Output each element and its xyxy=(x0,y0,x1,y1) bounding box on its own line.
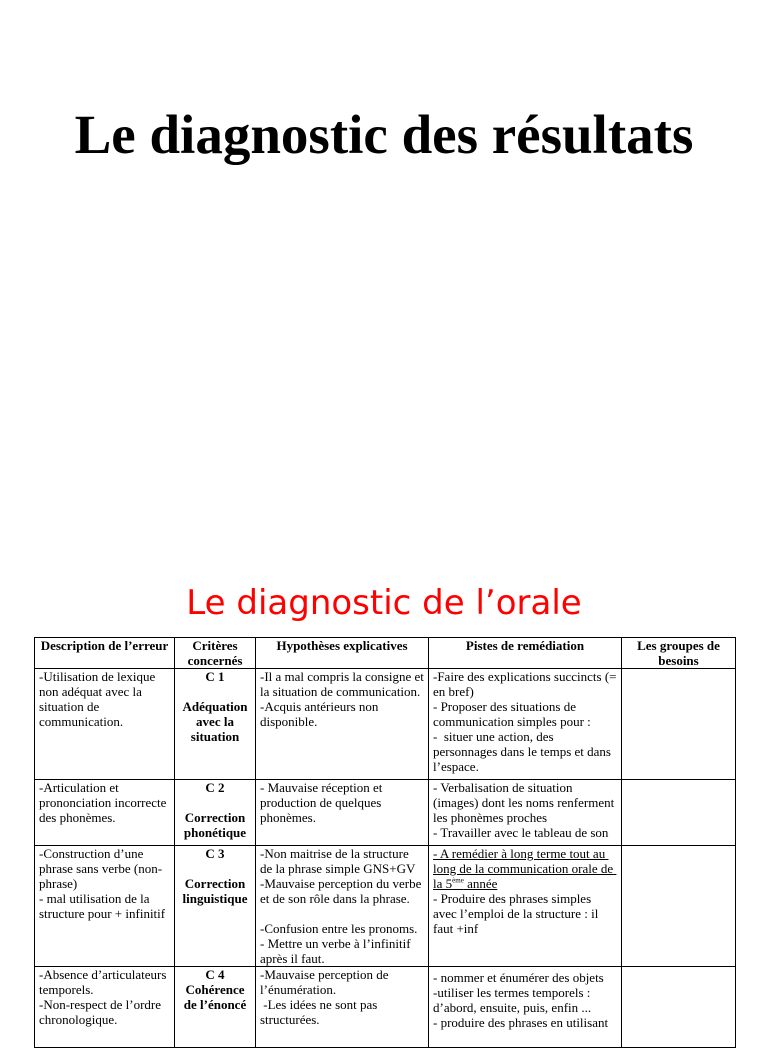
section-title: Le diagnostic de l’orale xyxy=(186,583,582,623)
cell-groupes xyxy=(622,846,736,967)
cell-groupes xyxy=(622,780,736,846)
cell-text: -Il a mal compris la consigne et la situation de communication. xyxy=(260,669,428,699)
critere-code: C 1 xyxy=(205,669,225,684)
table-row xyxy=(35,846,736,967)
cell-critere xyxy=(175,967,256,1048)
cell-text: - situer une action, des personnages dans le temps et dans l’espace. xyxy=(433,729,615,774)
cell-text: -Articulation et prononciation incorrecte des phonèmes. xyxy=(39,780,170,825)
cell-description xyxy=(35,967,175,1048)
header-pistes: Pistes de remédiation xyxy=(429,638,622,669)
cell-text: -Confusion entre les pronoms. xyxy=(260,921,418,936)
header-hypotheses: Hypothèses explicatives xyxy=(256,638,429,669)
header-description: Description de l’erreur xyxy=(35,638,175,669)
cell-text: -Non-respect de l’ordre chronologique. xyxy=(39,997,165,1027)
cell-text: - Mauvaise réception et production de quelques phonèmes. xyxy=(260,780,386,825)
cell-description xyxy=(35,669,175,780)
cell-text: - produire des phrases en utilisant xyxy=(433,1015,609,1030)
critere-code: C 3 xyxy=(205,846,225,861)
cell-text: -utiliser les termes temporels : d’abord, ensuite, puis, enfin ... xyxy=(433,985,594,1015)
cell-pistes xyxy=(429,780,622,846)
cell-critere xyxy=(175,846,256,967)
cell-text: - nommer et énumérer des objets xyxy=(433,970,604,985)
cell-text: -Absence d’articulateurs temporels. xyxy=(39,967,170,997)
remediation-note: - A remédier à long terme tout au long de la communication orale de la 5ème année xyxy=(433,846,617,891)
cell-description xyxy=(35,846,175,967)
cell-description xyxy=(35,780,175,846)
critere-code: C 4 xyxy=(205,967,225,982)
cell-critere xyxy=(175,780,256,846)
cell-critere xyxy=(175,669,256,780)
critere-name: Correction linguistique xyxy=(182,876,249,906)
cell-pistes xyxy=(429,669,622,780)
cell-text: - Verbalisation de situation (images) dont les noms renferment les phonèmes proches xyxy=(433,780,618,825)
cell-text: -Non maitrise de la structure de la phrase simple GNS+GV xyxy=(260,846,416,876)
table-row xyxy=(35,967,736,1048)
critere-name: Correction phonétique xyxy=(183,810,249,840)
cell-text: -Construction d’une phrase sans verbe (non-phrase) xyxy=(39,846,163,891)
cell-text: - Mettre un verbe à l’infinitif après il faut. xyxy=(260,936,414,966)
critere-name: Adéquation avec la situation xyxy=(182,699,251,744)
cell-text: -Acquis antérieurs non disponible. xyxy=(260,699,382,729)
table-row xyxy=(35,669,736,780)
header-criteres: Critères concernés xyxy=(175,638,256,669)
cell-pistes xyxy=(429,967,622,1048)
critere-name: Cohérence de l’énoncé xyxy=(183,982,248,1012)
cell-groupes xyxy=(622,669,736,780)
cell-text: - Proposer des situations de communication simples pour : xyxy=(433,699,591,729)
page-title: Le diagnostic des résultats xyxy=(74,104,694,165)
cell-text: - mal utilisation de la structure pour + infinitif xyxy=(39,891,166,921)
cell-text: -Mauvaise perception de l’énumération. xyxy=(260,967,392,997)
cell-hypotheses xyxy=(256,846,429,967)
critere-code: C 2 xyxy=(205,780,225,795)
cell-text: -Mauvaise perception du verbe et de son rôle dans la phrase. xyxy=(260,876,425,906)
cell-text: -Les idées ne sont pas structurées. xyxy=(260,997,381,1027)
cell-hypotheses xyxy=(256,780,429,846)
cell-groupes xyxy=(622,967,736,1048)
table-row xyxy=(35,780,736,846)
cell-hypotheses xyxy=(256,967,429,1048)
cell-text: -Faire des explications succincts (= en bref) xyxy=(433,669,620,699)
table-header-row xyxy=(35,638,736,669)
cell-text: - Produire des phrases simples avec l’emploi de la structure : il faut +inf xyxy=(433,891,602,936)
cell-text: - Travailler avec le tableau de son xyxy=(433,825,609,840)
cell-text: -Utilisation de lexique non adéquat avec la situation de communication. xyxy=(39,669,159,729)
cell-hypotheses xyxy=(256,669,429,780)
header-groupes: Les groupes de besoins xyxy=(622,638,736,669)
diagnostic-table xyxy=(34,637,736,1048)
cell-pistes xyxy=(429,846,622,967)
